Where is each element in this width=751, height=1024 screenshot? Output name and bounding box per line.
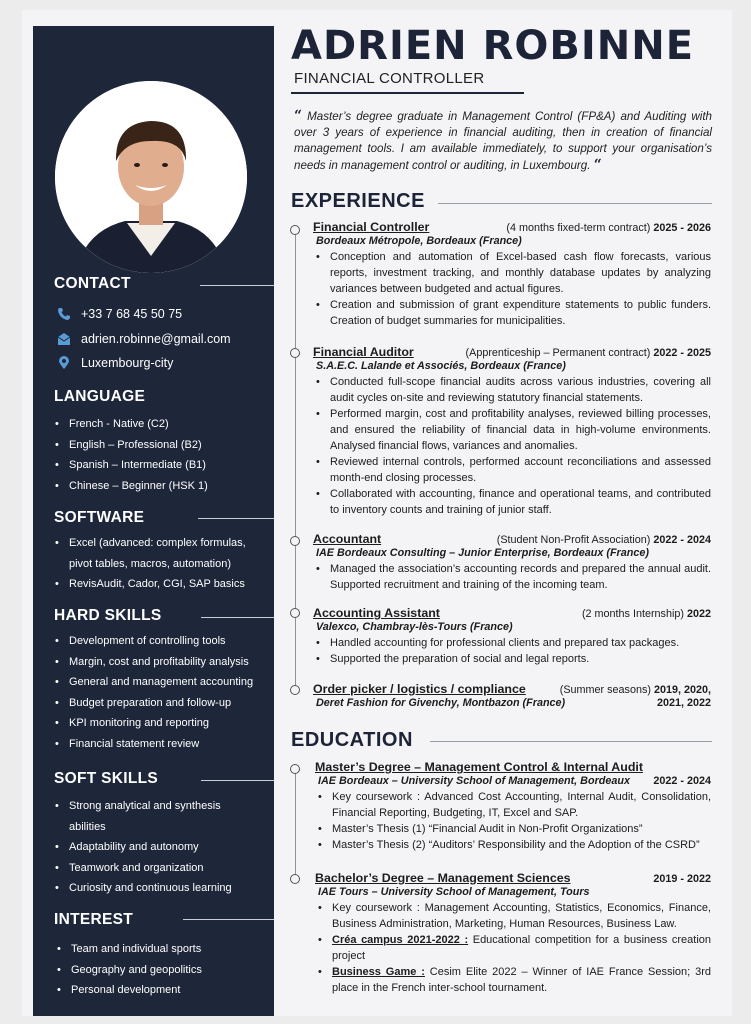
timeline-dot — [290, 764, 300, 774]
list-item: • Personal development — [57, 980, 202, 1001]
timeline-dot — [290, 225, 300, 235]
list-item — [315, 964, 711, 996]
activity-label: Créa campus 2021-2022 : — [332, 934, 469, 946]
job-role: Accountant — [313, 532, 382, 546]
list-item: • Conception and automation of Excel-based cash flow forecasts, various reports, investment tracking, and monthly database updates by analyzing variances between budgeted and actual figures. — [313, 249, 711, 297]
list-item: • Spanish – Intermediate (B1) — [55, 455, 208, 476]
activity-text: Cesim Elite 2022 – Winner of IAE France Session; 3rd place in the French inter-school tournament. — [332, 966, 711, 994]
job-title: FINANCIAL CONTROLLER — [294, 70, 485, 87]
interest-divider — [183, 919, 274, 920]
list-item: • KPI monitoring and reporting — [55, 713, 270, 734]
list-item: • Master’s Thesis (2) “Auditors’ Responsibility and the Adoption of the CSRD” — [315, 837, 711, 853]
contract-type: (Student Non-Profit Association) — [496, 534, 651, 546]
list-item: • Development of controlling tools — [55, 631, 270, 652]
summary-text: Master’s degree graduate in Management Control (FP&A) and Auditing with over 3 years of experience in financial auditing, then in creation of financial management tools. I am available immediately, to support your organisation’s needs in management control or auditing, in Luxembourg. — [294, 110, 712, 172]
quote-close-icon: “ — [593, 157, 602, 173]
timeline-dot — [290, 685, 300, 695]
list-item: • Performed margin, cost and profitability analyses, reviewed billing processes, and ensured the reliability of financial data in high-volume environments. Analysed financial flows, variances and anomalies. — [313, 406, 711, 454]
job-role: Financial Controller — [313, 220, 430, 234]
contract-type: (Apprenticeship – Permanent contract) — [465, 347, 651, 359]
education-divider — [430, 741, 712, 742]
education-heading: EDUCATION — [291, 729, 413, 751]
soft-skills-divider — [201, 780, 274, 781]
phone-number: +33 7 68 45 50 75 — [81, 307, 183, 321]
education-dates: 2019 - 2022 — [653, 873, 711, 885]
list-item: • Handled accounting for professional clients and prepared tax packages. — [313, 635, 711, 651]
list-item: • Adaptability and autonomy — [55, 837, 235, 858]
employer: Deret Fashion for Givenchy, Montbazon (France) — [316, 697, 566, 709]
email-address: adrien.robinne@gmail.com — [81, 332, 231, 346]
degree-title: Bachelor’s Degree – Management Sciences — [315, 871, 571, 885]
soft-skills-heading: SOFT SKILLS — [54, 770, 159, 787]
software-divider — [198, 518, 274, 519]
job-role: Financial Auditor — [313, 345, 414, 359]
list-item: • General and management accounting — [55, 672, 270, 693]
profile-summary — [294, 108, 712, 174]
contract-type: (Summer seasons) — [559, 684, 651, 696]
employer: Bordeaux Métropole, Bordeaux (France) — [316, 235, 522, 247]
language-heading: LANGUAGE — [54, 388, 146, 405]
contact-email[interactable] — [57, 332, 231, 346]
title-underline — [291, 92, 524, 94]
timeline-dot — [290, 348, 300, 358]
list-item: • Key coursework : Management Accounting, Statistics, Economics, Finance, Business Administration, Marketing, Human Resources, Business Law. — [315, 900, 711, 932]
list-item: • RevisAudit, Cador, CGI, SAP basics — [55, 574, 255, 595]
list-item — [315, 932, 711, 964]
list-item: • Financial statement review — [55, 734, 270, 755]
list-item: • Team and individual sports — [57, 939, 202, 960]
list-item: • Managed the association’s accounting records and prepared the annual audit. Supported recruitment and training of the incoming team. — [313, 561, 711, 593]
list-item: • Strong analytical and synthesis abilities — [55, 796, 235, 837]
contact-phone[interactable] — [57, 307, 182, 321]
profile-photo — [55, 81, 247, 273]
school: IAE Tours – University School of Management, Tours — [318, 886, 590, 898]
job-role: Accounting Assistant — [313, 606, 440, 620]
list-item: • Key coursework : Advanced Cost Accounting, Internal Audit, Consolidation, Financial Reporting, Budgeting, IT, Excel and SAP. — [315, 789, 711, 821]
experience-entry — [313, 345, 711, 518]
contact-heading: CONTACT — [54, 275, 131, 292]
hard-skills-divider — [201, 617, 274, 618]
experience-entry — [313, 532, 711, 593]
contact-divider — [200, 285, 274, 286]
job-dates: 2022 - 2024 — [653, 534, 711, 546]
experience-entry — [313, 220, 711, 329]
location-text: Luxembourg-city — [81, 356, 174, 370]
hard-skills-list — [55, 631, 270, 755]
list-item: • Reviewed internal controls, performed account reconciliations and assessed month-end closing processes. — [313, 454, 711, 486]
sidebar — [33, 26, 274, 1016]
list-item: • Collaborated with accounting, finance and operational teams, and contributed to inventory counts and training of junior staff. — [313, 486, 711, 518]
timeline-dot — [290, 608, 300, 618]
employer: S.A.E.C. Lalande et Associés, Bordeaux (France) — [316, 360, 566, 372]
language-list — [55, 414, 208, 496]
job-dates: 2022 — [686, 608, 711, 620]
education-entry — [315, 871, 711, 996]
candidate-name: ADRIEN ROBINNE — [291, 23, 695, 69]
location-pin-icon — [57, 356, 71, 370]
job-dates-continued: 2021, 2022 — [656, 697, 711, 709]
experience-entry — [313, 682, 711, 709]
education-entry — [315, 760, 711, 853]
employer: IAE Bordeaux Consulting – Junior Enterprise, Bordeaux (France) — [316, 547, 649, 559]
list-item: • Geography and geopolitics — [57, 960, 202, 981]
degree-title: Master’s Degree – Management Control & Internal Audit — [315, 760, 643, 774]
interest-list — [57, 939, 202, 1001]
contact-location — [57, 356, 173, 370]
software-heading: SOFTWARE — [54, 509, 145, 526]
list-item: • Teamwork and organization — [55, 858, 235, 879]
education-timeline — [295, 770, 296, 882]
list-item: • Master’s Thesis (1) “Financial Audit in Non-Profit Organizations” — [315, 821, 711, 837]
software-list — [55, 533, 255, 595]
interest-heading: INTEREST — [54, 911, 134, 928]
job-role: Order picker / logistics / compliance — [313, 682, 526, 696]
timeline-dot — [290, 536, 300, 546]
experience-entry — [313, 606, 711, 667]
mail-icon — [57, 332, 71, 346]
experience-heading: EXPERIENCE — [291, 190, 425, 212]
list-item: • Chinese – Beginner (HSK 1) — [55, 476, 208, 497]
contract-type: (2 months Internship) — [581, 608, 684, 620]
school: IAE Bordeaux – University School of Management, Bordeaux — [318, 775, 630, 787]
activity-text: Educational competition for a business creation project — [332, 934, 712, 962]
list-item: • Excel (advanced: complex formulas, pivot tables, macros, automation) — [55, 533, 255, 574]
list-item: • Conducted full-scope financial audits across various industries, covering all audit cycles on-site and reviewing statutory financial statements. — [313, 374, 711, 406]
phone-icon — [57, 307, 71, 321]
experience-timeline — [295, 230, 296, 692]
job-dates: 2019, 2020, — [653, 684, 711, 696]
education-dates: 2022 - 2024 — [653, 775, 711, 787]
list-item: • Margin, cost and profitability analysis — [55, 652, 270, 673]
experience-divider — [438, 203, 712, 204]
job-dates: 2022 - 2025 — [653, 347, 711, 359]
list-item: • Supported the preparation of social and legal reports. — [313, 651, 711, 667]
job-dates: 2025 - 2026 — [653, 222, 711, 234]
list-item: • Budget preparation and follow-up — [55, 693, 270, 714]
list-item: • English – Professional (B2) — [55, 435, 208, 456]
soft-skills-list — [55, 796, 235, 899]
timeline-dot — [290, 874, 300, 884]
list-item: • French - Native (C2) — [55, 414, 208, 435]
list-item: • Creation and submission of grant expenditure statements to public funders. Creation of budget summaries for municipalities. — [313, 297, 711, 329]
hard-skills-heading: HARD SKILLS — [54, 607, 162, 624]
activity-label: Business Game : — [332, 966, 425, 978]
list-item: • Curiosity and continuous learning — [55, 878, 235, 899]
quote-open-icon: “ — [294, 108, 303, 124]
employer: Valexco, Chambray-lès-Tours (France) — [316, 621, 513, 633]
contract-type: (4 months fixed-term contract) — [506, 222, 651, 234]
